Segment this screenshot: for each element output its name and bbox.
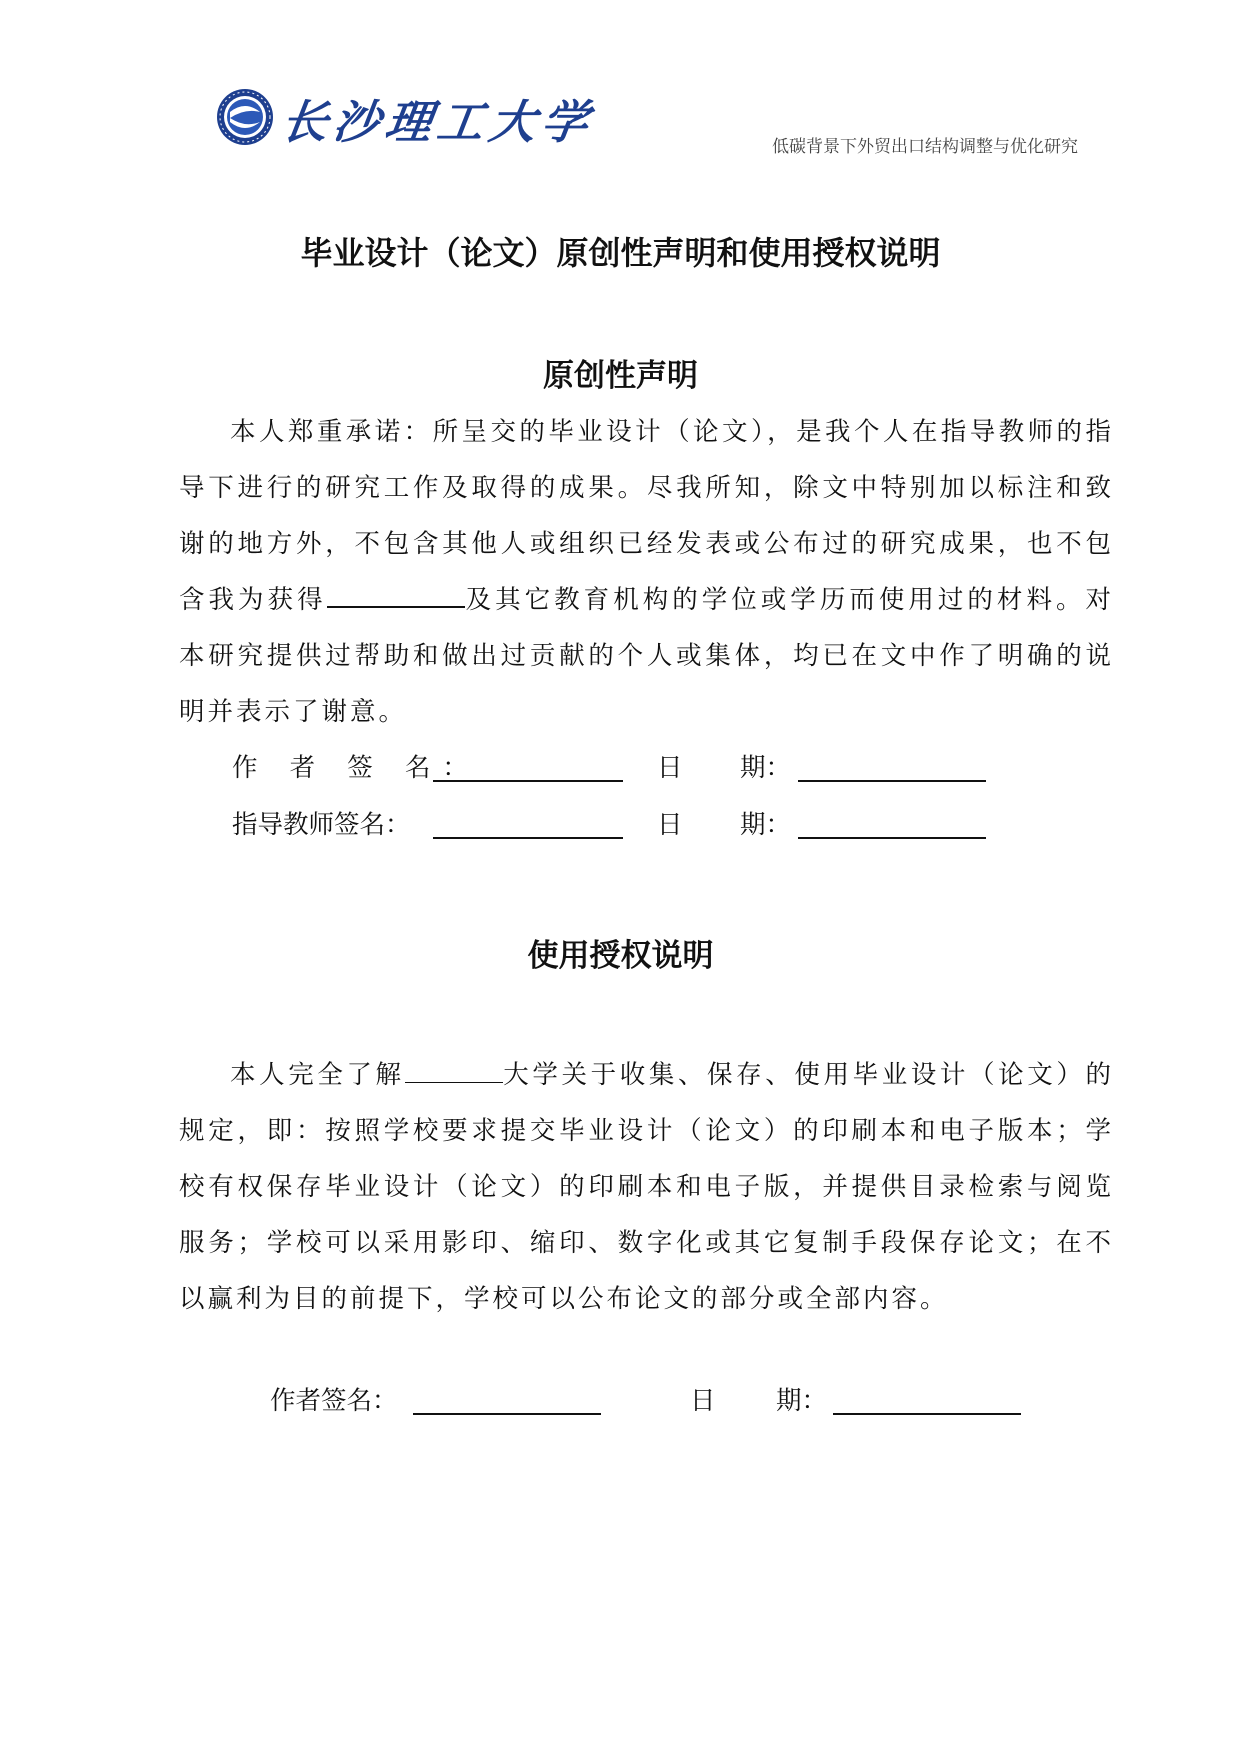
originality-statement bbox=[179, 404, 1114, 740]
license-text-part2: 大学关于收集、保存、使用毕业设计（论文）的规定，即：按照学校要求提交毕业设计（论文）的印刷本和电子版本；学校有权保存毕业设计（论文）的印刷本和电子版，并提供目录检索与阅览服务；学校可以采用影印、缩印、数字化或其它复制手段保存论文；在不以赢利为目的前提下，学校可以公布论文的部分或全部内容。 bbox=[179, 1060, 1114, 1314]
page-header bbox=[0, 0, 1241, 170]
license-text-part1: 本人完全了解 bbox=[230, 1060, 405, 1090]
date-label-char1: 日 bbox=[657, 753, 683, 783]
degree-blank-field[interactable] bbox=[327, 605, 465, 608]
author-signature-label: 作 者 签 名： bbox=[232, 753, 480, 783]
license-statement bbox=[179, 1047, 1114, 1327]
advisor-signature-label: 指导教师签名： bbox=[232, 810, 411, 840]
advisor-signature-row bbox=[0, 805, 1241, 845]
running-title: 低碳背景下外贸出口结构调整与优化研究 bbox=[772, 137, 1078, 157]
date-label-char2: 期： bbox=[740, 810, 792, 840]
date-label-char1: 日 bbox=[657, 810, 683, 840]
license-author-signature-field[interactable] bbox=[413, 1413, 601, 1415]
date-label-char2: 期： bbox=[740, 753, 792, 783]
license-author-signature-label: 作者签名： bbox=[270, 1386, 398, 1416]
license-author-signature-row bbox=[0, 1381, 1241, 1421]
originality-heading: 原创性声明 bbox=[543, 358, 698, 394]
date-label-char1: 日 bbox=[690, 1386, 716, 1416]
author-date-field[interactable] bbox=[798, 780, 986, 782]
author-signature-row bbox=[0, 748, 1241, 788]
license-heading: 使用授权说明 bbox=[527, 938, 714, 974]
university-blank-field[interactable] bbox=[405, 1081, 503, 1083]
document-title: 毕业设计（论文）原创性声明和使用授权说明 bbox=[300, 234, 941, 272]
license-date-field[interactable] bbox=[833, 1413, 1021, 1415]
advisor-date-field[interactable] bbox=[798, 837, 986, 839]
originality-text-part2: 及其它教育机构的学位或学历而使用过的材料。对本研究提供过帮助和做出过贡献的个人或集体，均已在文中作了明确的说明并表示了谢意。 bbox=[179, 585, 1114, 727]
university-logo-text: 长沙理工大学 bbox=[277, 95, 598, 149]
author-signature-field[interactable] bbox=[433, 780, 623, 782]
university-seal-icon bbox=[216, 88, 274, 146]
date-label-char2: 期： bbox=[776, 1386, 828, 1416]
originality-text-part1: 本人郑重承诺：所呈交的毕业设计（论文），是我个人在指导教师的指导下进行的研究工作及取得的成果。尽我所知，除文中特别加以标注和致谢的地方外，不包含其他人或组织已经发表或公布过的研究成果，也不包含我为获得 bbox=[179, 417, 1114, 615]
advisor-signature-field[interactable] bbox=[433, 837, 623, 839]
